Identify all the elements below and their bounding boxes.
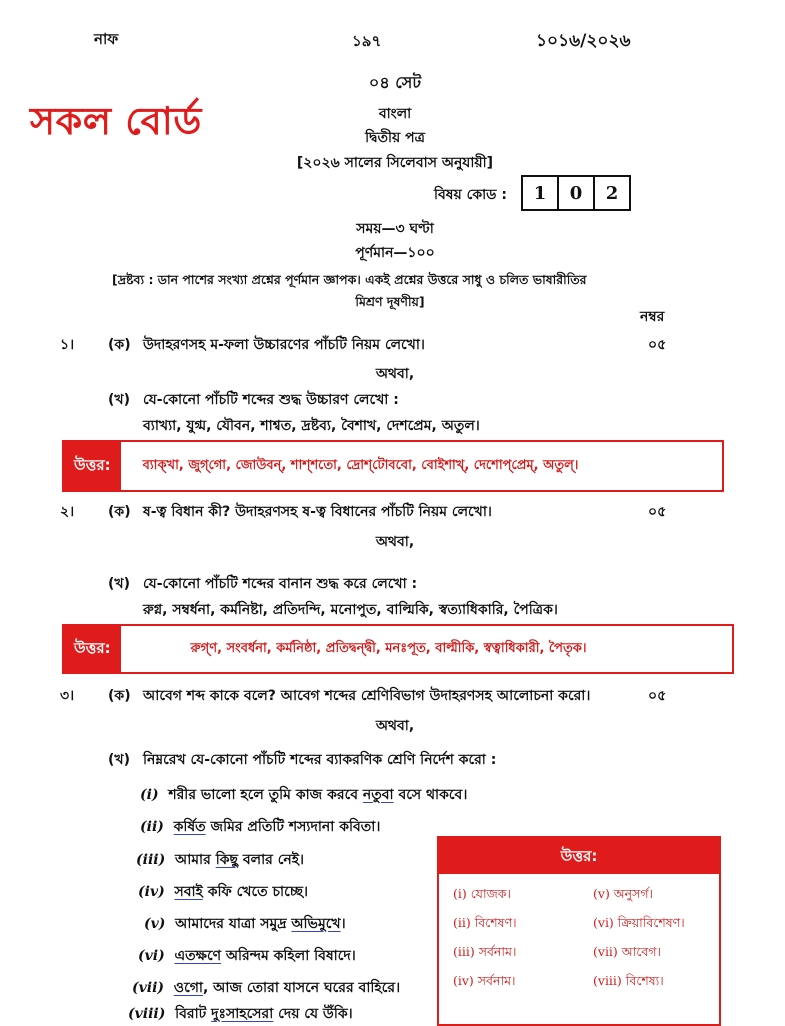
- q2a-label: (ক): [108, 504, 131, 520]
- q1a-text: উদাহরণসহ ম-ফলা উচ্চারণের পাঁচটি নিয়ম লেখো।: [143, 337, 425, 353]
- q3-item-text: কফি খেতে চাচ্ছে।: [202, 884, 309, 900]
- q3-item-underlined-word: সবাই: [174, 884, 203, 900]
- full-marks-label: পূর্ণমান—১০০: [355, 245, 435, 261]
- syllabus-label: [২০২৬ সালের সিলেবাস অনুযায়ী]: [296, 155, 494, 171]
- page-number: ১৯৭: [352, 32, 382, 50]
- q3-item-number: (iii): [136, 852, 166, 868]
- q3-answer-item: (iv) সর্বনাম।: [453, 973, 516, 988]
- q2-answer-label: উত্তর:: [64, 626, 121, 672]
- subject-code-box: [521, 175, 631, 211]
- q3-item-text: দেয় যে উঁকি।: [273, 1006, 353, 1022]
- q3-or: অথবা,: [375, 718, 415, 734]
- q3-item-text: আমার: [174, 852, 216, 868]
- q3-item-underlined-word: দুঃসাহসেরা: [211, 1006, 274, 1022]
- q3-item-number: (v): [144, 916, 166, 932]
- q3-item: [128, 1002, 353, 1026]
- q3-item: [138, 880, 308, 904]
- q3-answer-panel: [437, 836, 721, 1026]
- q2-number: ২।: [60, 504, 75, 520]
- instruction-note-line1: [দ্রষ্টব্য : ডান পাশের সংখ্যা প্রশ্নের পূর্ণমান জ্ঞাপক। একই প্রশ্নের উত্তরে সাধু ও চলিত ভাষারীতির: [112, 272, 587, 287]
- q3-answer-item: (ii) বিশেষণ।: [453, 915, 517, 930]
- q3-answer-item: (iii) সর্বনাম।: [453, 944, 517, 959]
- q3-item-number: (vii): [132, 980, 165, 996]
- code-digit: 1: [523, 177, 559, 209]
- q3-item: [144, 912, 346, 936]
- q1-answer-text: ব্যাক্‌খা, জুগ্‌গো, জোউবন্‌, শাশ্‌শতো, দ্রোশ্‌টোববো, বোইশাখ্‌, দেশোপ্‌প্রেম্‌, অতুল্‌।: [142, 457, 579, 473]
- q2-or: অথবা,: [375, 534, 415, 550]
- q2b-label: (খ): [108, 576, 130, 592]
- q2b-words: রুগ্ন, সম্বর্ধনা, কর্মনিষ্টা, প্রতিদন্দি, মনোপুত, বাল্মিকি, স্বত্যাধিকারি, পৈত্রিক।: [143, 602, 558, 618]
- q3-item-text: আমাদের যাত্রা সমুদ্র: [175, 916, 292, 932]
- q3-item-text: জমির প্রতিটি শস্যদানা কবিতা।: [205, 819, 381, 835]
- board-title: সকল বোর্ড: [30, 99, 202, 143]
- q2-answer-box: [62, 624, 734, 674]
- q3-item-underlined-word: অভিমুখে: [291, 916, 341, 932]
- code-digit: 2: [605, 182, 619, 204]
- code-digit: 0: [559, 177, 595, 209]
- header-left-text: নাফ: [94, 30, 119, 48]
- q3-number: ৩।: [60, 688, 75, 704]
- q3-answer-item: (i) যোজক।: [453, 886, 512, 901]
- instruction-note-line2: মিশ্রণ দূষণীয়]: [355, 294, 425, 309]
- q3a-marks: ০৫: [648, 688, 667, 704]
- q3-item-text: অরিন্দম কহিলা বিষাদে।: [221, 948, 356, 964]
- set-label: ০৪ সেট: [368, 73, 422, 92]
- q3-item-text: ।: [340, 916, 346, 932]
- time-label: সময়—৩ ঘণ্টা: [356, 221, 434, 237]
- q3-item-number: (i): [140, 787, 159, 803]
- q3-item-underlined-word: কর্ষিত: [173, 819, 206, 835]
- q3-item: [140, 815, 380, 839]
- marks-column-header: নম্বর: [640, 309, 665, 325]
- q1b-words: ব্যাখ্যা, যুগ্ম, যৌবন, শাশ্বত, দ্রষ্টব্য, বৈশাখ, দেশপ্রেম, অতুল।: [143, 418, 480, 434]
- q3-item-text: শরীর ভালো হলে তুমি কাজ করবে: [168, 787, 363, 803]
- q1-number: ১।: [60, 337, 75, 353]
- q3a-text: আবেগ শব্দ কাকে বলে? আবেগ শব্দের শ্রেণিবিভাগ উদাহরণসহ আলোচনা করো।: [143, 688, 591, 704]
- q3-item-text: বলার নেই।: [238, 852, 305, 868]
- q3-item-number: (viii): [128, 1006, 166, 1022]
- q1-answer-label: উত্তর:: [64, 442, 121, 490]
- q3-item-number: (iv): [138, 884, 165, 900]
- paper-label: দ্বিতীয় পত্র: [365, 130, 425, 146]
- q3-item-text: , আজ তোরা যাসনে ঘরের বাহিরে।: [202, 980, 401, 996]
- q3-answer-item: (viii) বিশেষ্য।: [593, 973, 664, 988]
- q3-answer-title: উত্তর:: [439, 838, 719, 874]
- q3-item: [140, 783, 467, 807]
- q3-item-underlined-word: এতক্ষণে: [174, 948, 222, 964]
- subject-code-label: বিষয় কোড :: [434, 187, 507, 203]
- subject-label: বাংলা: [378, 106, 412, 122]
- q3-item-underlined-word: কিছু: [215, 852, 238, 868]
- q1a-marks: ০৫: [648, 337, 667, 353]
- q1b-text: যে-কোনো পাঁচটি শব্দের শুদ্ধ উচ্চারণ লেখো :: [143, 392, 399, 408]
- q3b-text: নিম্নরেখ যে-কোনো পাঁচটি শব্দের ব্যাকরণিক শ্রেণি নির্দেশ করো :: [143, 752, 497, 768]
- q3-item: [136, 848, 304, 872]
- q3b-label: (খ): [108, 752, 130, 768]
- q2a-text: ষ-ত্ব বিধান কী? উদাহরণসহ ষ-ত্ব বিধানের পাঁচটি নিয়ম লেখো।: [143, 504, 492, 520]
- q3-item-text: বিরাট: [175, 1006, 212, 1022]
- q3-answer-item: (vi) ক্রিয়াবিশেষণ।: [593, 915, 685, 930]
- q3-item-underlined-word: ওগো: [173, 980, 203, 996]
- q1-or: অথবা,: [375, 366, 415, 382]
- q3-item-underlined-word: নতুবা: [362, 787, 394, 803]
- q2b-text: যে-কোনো পাঁচটি শব্দের বানান শুদ্ধ করে লেখো :: [143, 576, 418, 592]
- q3-answer-item: (v) অনুসর্গ।: [593, 886, 653, 901]
- q3-item-number: (ii): [140, 819, 164, 835]
- q3-item-text: বসে থাকবে।: [393, 787, 468, 803]
- q3-item: [132, 976, 400, 1000]
- q1a-label: (ক): [108, 337, 131, 353]
- q1-answer-box: [62, 440, 724, 492]
- q2-answer-text: রুগ্‌ণ, সংবর্ধনা, কর্মনিষ্ঠা, প্রতিদ্বন্দ্বী, মনঃপূত, বাল্মীকি, স্বত্বাধিকারী, পৈতৃক।: [190, 640, 587, 656]
- q1b-label: (খ): [108, 392, 130, 408]
- q3-item-number: (vi): [138, 948, 165, 964]
- q3-answer-item: (vii) আবেগ।: [593, 944, 662, 959]
- q3-item: [138, 944, 356, 968]
- q2a-marks: ০৫: [648, 504, 667, 520]
- page-code: ১০১৬/২০২৬: [536, 31, 631, 51]
- q3a-label: (ক): [108, 688, 131, 704]
